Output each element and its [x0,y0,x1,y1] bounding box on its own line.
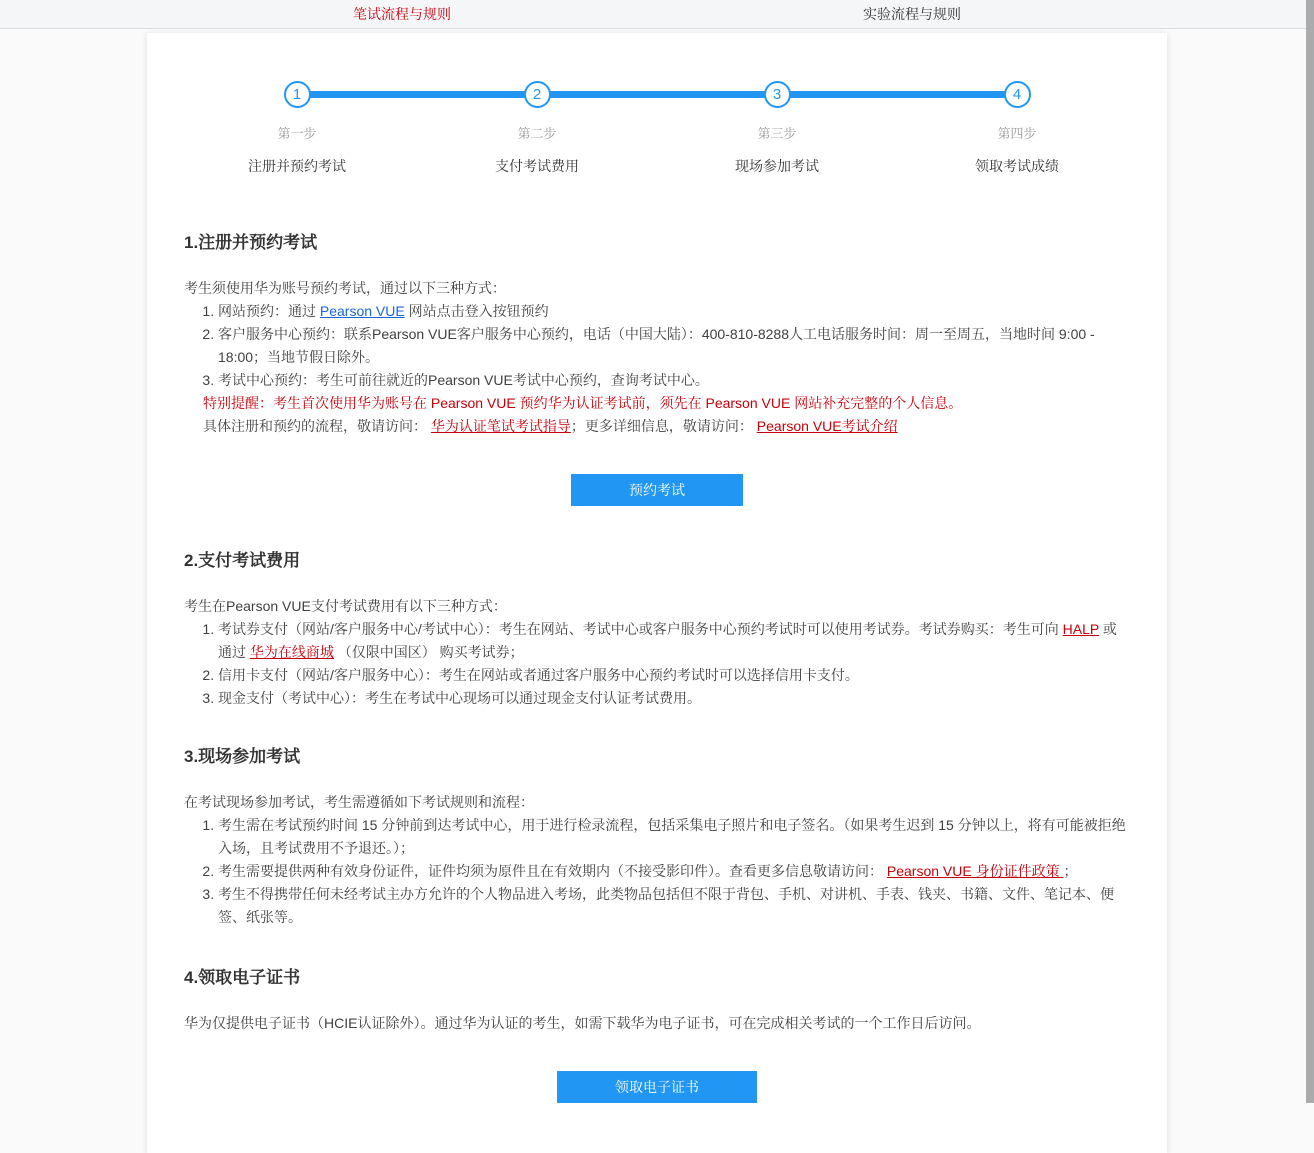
list-item [218,664,1130,687]
section-pay-exam-fee [184,546,1130,710]
book-exam-button[interactable]: 预约考试 [571,474,743,506]
get-certificate-button[interactable]: 领取电子证书 [557,1071,757,1103]
step-2 [417,81,657,176]
text-segment: 特别提醒：考生首次使用华为账号在 Pearson VUE 预约华为认证考试前，须先在 Pearson VUE 网站补充完整的个人信息。 [203,395,963,411]
section-3-intro: 在考试现场参加考试，考生需遵循如下考试规则和流程： [184,794,534,810]
step-3 [657,81,897,176]
text-segment: 信用卡支付（网站/客户服务中心）：考生在网站或者通过客户服务中心预约考试时可以选择信用卡支付。 [218,667,859,683]
step-2-circle: 2 [524,81,551,108]
section-1-intro: 考生须使用华为账号预约考试，通过以下三种方式： [184,280,506,296]
step-1-name: 注册并预约考试 [248,158,346,174]
step-4-circle: 4 [1004,81,1031,108]
step-4-label: 第四步 [997,126,1037,141]
text-segment: 考试券支付（网站/客户服务中心/考试中心）：考生在网站、考试中心或客户服务中心预约考试时可以使用考试券。考试券购买：考生可向 [218,621,1063,637]
text-segment: ； [1063,863,1078,879]
step-3-circle: 3 [764,81,791,108]
text-segment: 网站预约：通过 [218,303,320,319]
rules-content [147,228,1167,1103]
tab-written-exam-rules[interactable]: 笔试流程与规则 [353,6,451,22]
guide-links-note [203,415,1130,438]
text-segment: （仅限中国区） 购买考试券； [333,644,524,660]
list-item [218,300,1130,323]
section-register-and-book [184,228,1130,506]
text-segment: 考生需要提供两种有效身份证件，证件均须为原件且在有效期内（不接受影印件）。查看更多信息敬请访问： [218,863,887,879]
text-segment: 客户服务中心预约：联系Pearson VUE客户服务中心预约，电话（中国大陆）：400-810-8288人工电话服务时间：周一至周五，当地时间 9:00 - 18:00；当地节假日除外。 [218,326,1095,365]
payment-methods-list [184,618,1130,710]
section-3-heading: 3.现场参加考试 [184,747,301,766]
step-2-label: 第二步 [517,126,557,141]
pearson-vue-link[interactable]: Pearson VUE [319,303,405,319]
tab-container [147,0,1167,28]
exam-process-stepper [147,33,1167,176]
step-1-circle: 1 [284,81,311,108]
step-1-label: 第一步 [277,126,317,141]
get-certificate-button-row [184,1071,1130,1103]
text-segment: 考生不得携带任何未经考试主办方允许的个人物品进入考场，此类物品包括但不限于背包、手机、对讲机、手表、钱夹、书籍、文件、笔记本、便签、纸张等。 [218,886,1114,925]
list-item [218,323,1130,369]
list-item [218,369,1130,392]
huawei-online-store-link[interactable]: 华为在线商城 [249,644,334,660]
text-segment: ；更多详细信息，敬请访问： [570,418,757,434]
id-policy-link[interactable]: Pearson VUE 身份证件政策 [886,863,1064,879]
written-exam-guide-link[interactable]: 华为认证笔试考试指导 [430,418,571,434]
text-segment: 考生需在考试预约时间 15 分钟前到达考试中心，用于进行检录流程，包括采集电子照片和电子签名。（如果考生迟到 15 分钟以上，将有可能被拒绝入场，且考试费用不予退还。）； [218,817,1126,856]
text-segment: 考试中心预约：考生可前往就近的Pearson VUE考试中心预约，查询考试中心。 [218,372,709,388]
text-segment: 具体注册和预约的流程，敬请访问： [203,418,431,434]
halp-link[interactable]: HALP [1062,621,1099,637]
pearson-vue-intro-link[interactable]: Pearson VUE考试介绍 [756,418,898,434]
vertical-scrollbar[interactable] [1306,0,1314,1103]
list-item [218,687,1130,710]
booking-methods-list [184,300,1130,392]
list-item [218,860,1130,883]
special-reminder-note [203,392,1130,415]
text-segment: 或通过 [218,621,1117,660]
exam-rules-list [184,814,1130,929]
section-attend-exam-onsite [184,742,1130,929]
step-4 [897,81,1137,176]
tab-lab-exam-rules[interactable]: 实验流程与规则 [863,6,961,22]
list-item [218,883,1130,929]
top-tab-bar [0,0,1314,29]
section-1-heading: 1.注册并预约考试 [184,233,318,252]
step-2-name: 支付考试费用 [495,158,579,174]
content-card [147,33,1167,1153]
section-2-heading: 2.支付考试费用 [184,551,301,570]
section-4-heading: 4.领取电子证书 [184,968,301,987]
section-2-intro: 考生在Pearson VUE支付考试费用有以下三种方式： [184,598,507,614]
step-4-name: 领取考试成绩 [975,158,1059,174]
step-3-label: 第三步 [757,126,797,141]
step-1 [177,81,417,176]
step-3-name: 现场参加考试 [735,158,819,174]
text-segment: 现金支付（考试中心）：考生在考试中心现场可以通过现金支付认证考试费用。 [218,690,701,706]
book-exam-button-row [184,474,1130,506]
text-segment: 网站点击登入按钮预约 [404,303,549,319]
list-item [218,618,1130,664]
section-get-e-certificate [184,963,1130,1103]
section-4-intro: 华为仅提供电子证书（HCIE认证除外）。通过华为认证的考生，如需下载华为电子证书，可在完成相关考试的一个工作日后访问。 [184,1015,981,1031]
list-item [218,814,1130,860]
